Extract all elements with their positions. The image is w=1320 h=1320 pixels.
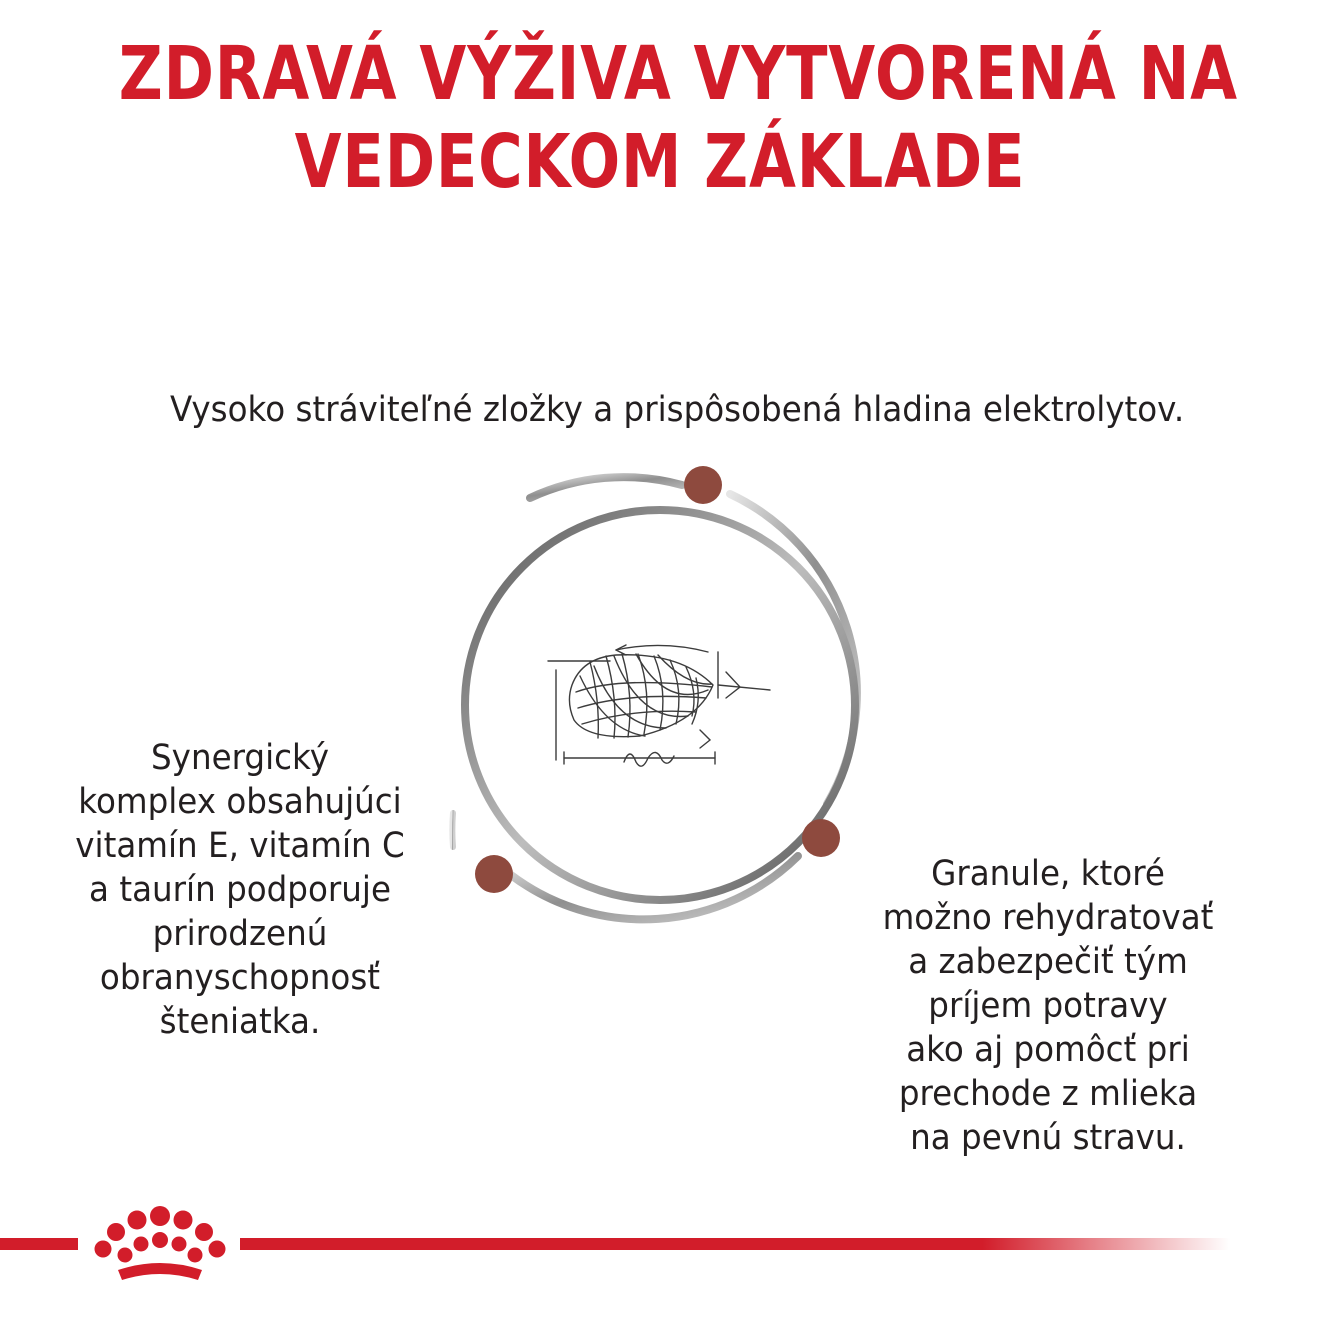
feature-digestibility-text: Vysoko stráviteľné zložky a prispôsobená hladina elektrolytov. [170, 390, 1185, 430]
feature-rehydration-text: Granule, ktoré možno rehydratovať a zabezpečiť tým príjem potravy ako aj pomôcť pri prechode z mlieka na pevnú stravu. [882, 854, 1214, 1158]
footer-bar-right [240, 1238, 1230, 1250]
royal-canin-crown-icon [95, 1206, 226, 1280]
benefit-diagram [430, 440, 910, 960]
outer-ring [452, 477, 857, 919]
brand-footer [0, 1196, 1320, 1306]
marker-right [802, 819, 840, 857]
marker-top [684, 466, 722, 504]
kibble-sketch-icon [548, 645, 770, 766]
inner-ring [465, 510, 855, 900]
headline-line-1: ZDRAVÁ VÝŽIVA VYTVORENÁ NA [118, 31, 1238, 117]
page-headline [118, 30, 1238, 206]
feature-immunity-text: Synergický komplex obsahujúci vitamín E, vitamín C a taurín podporuje prirodzenú obranyschopnosť šteniatka. [75, 738, 405, 1042]
headline-line-2: VEDECKOM ZÁKLADE [294, 119, 1026, 205]
marker-left [475, 855, 513, 893]
footer-bar-left [0, 1238, 78, 1250]
